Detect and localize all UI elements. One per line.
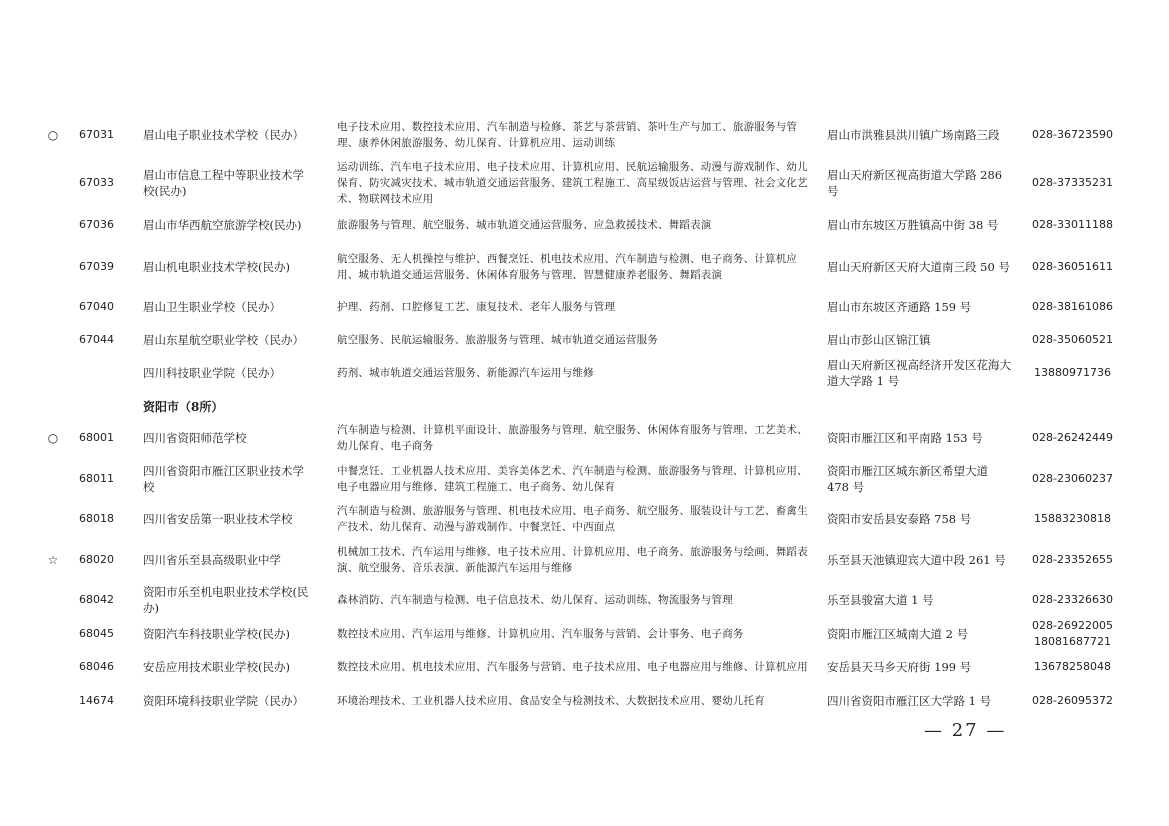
table-row [0,684,1169,718]
school-code: 14674 [79,694,114,707]
status-mark [44,460,62,498]
school-code: 68018 [79,512,114,525]
school-code: 67033 [79,176,114,189]
majors-list: 航空服务、无人机操控与维护、西餐烹饪、机电技术应用、汽车制造与检测、电子商务、计算机应用、城市轨道交通运营服务、休闲体育服务与管理、智慧健康养老服务、舞蹈表演 [337,253,798,281]
contact-phone: 028-37335231 [1032,176,1113,189]
status-mark [44,356,62,390]
school-address: 眉山市洪雅县洪川镇广场南路三段 [827,128,1000,142]
school-address: 眉山天府新区视高经济开发区花海大道大学路 1 号 [827,358,1011,388]
school-code [79,356,139,390]
school-address: 资阳市雁江区城东新区希望大道 478 号 [827,464,988,494]
contact-phone: 028-26242449 [1032,431,1113,444]
school-code: 67039 [79,260,114,273]
majors-list: 电子技术应用、数控技术应用、汽车制造与检修、茶艺与茶营销、茶叶生产与加工、旅游服务与管理、康养休闲旅游服务、幼儿保育、计算机应用、运动训练 [337,121,798,149]
contact-phone: 028-23060237 [1032,472,1113,485]
status-mark [44,583,62,617]
status-mark: ☆ [47,553,59,567]
table-row [0,420,1169,456]
school-name: 资阳汽车科技职业学校(民办) [143,627,290,641]
contact-phone: 028-23352655 [1032,553,1113,566]
table-row [0,242,1169,292]
contact-phone: 028-38161086 [1032,300,1113,313]
school-address: 眉山市彭山区锦江镇 [827,333,931,347]
table-row [0,160,1169,206]
status-mark: ○ [47,128,59,142]
school-code: 68045 [79,627,114,640]
status-mark [44,292,62,322]
school-name: 眉山机电职业技术学校(民办) [143,260,290,274]
school-code: 68011 [79,472,114,485]
school-address: 资阳市雁江区城南大道 2 号 [827,627,969,641]
majors-list: 机械加工技术、汽车运用与维修、电子技术应用、计算机应用、电子商务、旅游服务与绘画、舞蹈表演、航空服务、音乐表演、新能源汽车运用与维修 [337,546,808,574]
school-name: 四川省乐至县高级职业中学 [143,553,281,567]
status-mark [44,650,62,684]
majors-list: 汽车制造与检测、旅游服务与管理、机电技术应用、电子商务、航空服务、服装设计与工艺、畜禽生产技术、幼儿保育、动漫与游戏制作、中餐烹饪、中西面点 [337,505,808,533]
table-row [0,541,1169,579]
contact-phone: 028-36723590 [1032,128,1113,141]
majors-list: 航空服务、民航运输服务、旅游服务与管理、城市轨道交通运营服务 [337,334,658,346]
contact-phone: 13678258048 [1034,660,1111,673]
contact-phone: 028-35060521 [1032,333,1113,346]
school-name: 四川省安岳第一职业技术学校 [143,512,293,526]
majors-list: 中餐烹饪、工业机器人技术应用、美容美体艺术、汽车制造与检测、旅游服务与管理、计算机应用、电子电器应用与维修、建筑工程施工、电子商务、幼儿保育 [337,465,808,493]
status-mark [44,500,62,538]
school-address: 眉山天府新区视高街道大学路 286 号 [827,168,1003,198]
school-name: 眉山东星航空职业学校（民办） [143,333,304,347]
table-row [0,617,1169,651]
school-address: 乐至县骏富大道 1 号 [827,593,934,607]
school-name: 资阳市乐至机电职业技术学校(民办) [143,585,309,615]
majors-list: 汽车制造与检测、计算机平面设计、旅游服务与管理、航空服务、休闲体育服务与管理、工艺美术、幼儿保育、电子商务 [337,424,808,452]
table-row [0,356,1169,390]
table-row [0,325,1169,355]
contact-phone: 13880971736 [1034,366,1111,379]
school-name: 四川省资阳市雁江区职业技术学校 [143,464,304,494]
contact-phone: 028-23326630 [1032,593,1113,606]
status-mark [44,684,62,718]
school-address: 四川省资阳市雁江区大学路 1 号 [827,694,992,708]
school-address: 安岳县天马乡天府街 199 号 [827,660,972,674]
table-row [0,292,1169,322]
school-name: 眉山电子职业技术学校（民办） [143,128,304,142]
majors-list: 旅游服务与管理、航空服务、城市轨道交通运营服务、应急救援技术、舞蹈表演 [337,219,712,231]
page-number: — 27 — [924,720,1007,741]
status-mark [44,325,62,355]
school-code: 67031 [79,128,114,141]
contact-phone: 028-26095372 [1032,694,1113,707]
majors-list: 森林消防、汽车制造与检测、电子信息技术、幼儿保育、运动训练、物流服务与管理 [337,594,733,606]
status-mark [44,242,62,292]
school-name: 眉山市信息工程中等职业技术学校(民办) [143,168,304,198]
school-address: 眉山市东坡区万胜镇高中街 38 号 [827,218,999,232]
majors-list: 数控技术应用、汽车运用与维修、计算机应用、汽车服务与营销、会计事务、电子商务 [337,628,744,640]
school-code: 67044 [79,333,114,346]
status-mark [44,617,62,651]
majors-list: 护理、药剂、口腔修复工艺、康复技术、老年人服务与管理 [337,301,616,313]
school-address: 眉山天府新区天府大道南三段 50 号 [827,260,1010,274]
school-name: 四川省资阳师范学校 [143,431,247,445]
contact-phone: 15883230818 [1034,512,1111,525]
majors-list: 药剂、城市轨道交通运营服务、新能源汽车运用与维修 [337,367,594,379]
contact-phone: 028-36051611 [1032,260,1113,273]
status-mark: ○ [47,431,59,445]
school-name: 资阳环境科技职业学院（民办） [143,694,304,708]
school-code: 68042 [79,593,114,606]
school-code: 68046 [79,660,114,673]
contact-phone: 028-26922005 18081687721 [1032,619,1113,648]
table-row [0,460,1169,498]
status-mark [44,160,62,206]
table-row [0,208,1169,242]
section-title: 资阳市（8所） [143,400,224,414]
status-mark [44,208,62,242]
school-name: 四川科技职业学院（民办） [143,366,281,380]
school-code: 68020 [79,553,114,566]
table-row [0,583,1169,617]
majors-list: 数控技术应用、机电技术应用、汽车服务与营销、电子技术应用、电子电器应用与维修、计算机应用 [337,661,808,673]
school-address: 资阳市安岳县安泰路 758 号 [827,512,972,526]
table-row [0,650,1169,684]
school-address: 眉山市东坡区齐通路 159 号 [827,300,972,314]
majors-list: 运动训练、汽车电子技术应用、电子技术应用、计算机应用、民航运输服务、动漫与游戏制作、幼儿保育、防灾减灾技术、城市轨道交通运营服务、建筑工程施工、高星级饭店运营与管理、社会文化艺术、物联网技术应用 [337,161,808,205]
school-address: 乐至县天池镇迎宾大道中段 261 号 [827,553,1006,567]
school-name: 安岳应用技术职业学校(民办) [143,660,290,674]
school-code: 67040 [79,300,114,313]
school-address: 资阳市雁江区和平南路 153 号 [827,431,983,445]
majors-list: 环境治理技术、工业机器人技术应用、食品安全与检测技术、大数据技术应用、婴幼儿托育 [337,695,765,707]
contact-phone: 028-33011188 [1032,218,1113,231]
school-name: 眉山市华西航空旅游学校(民办) [143,218,302,232]
table-row [0,118,1169,152]
school-name: 眉山卫生职业学校（民办） [143,300,281,314]
table-row [0,500,1169,538]
school-code: 67036 [79,218,114,231]
school-code: 68001 [79,431,114,444]
